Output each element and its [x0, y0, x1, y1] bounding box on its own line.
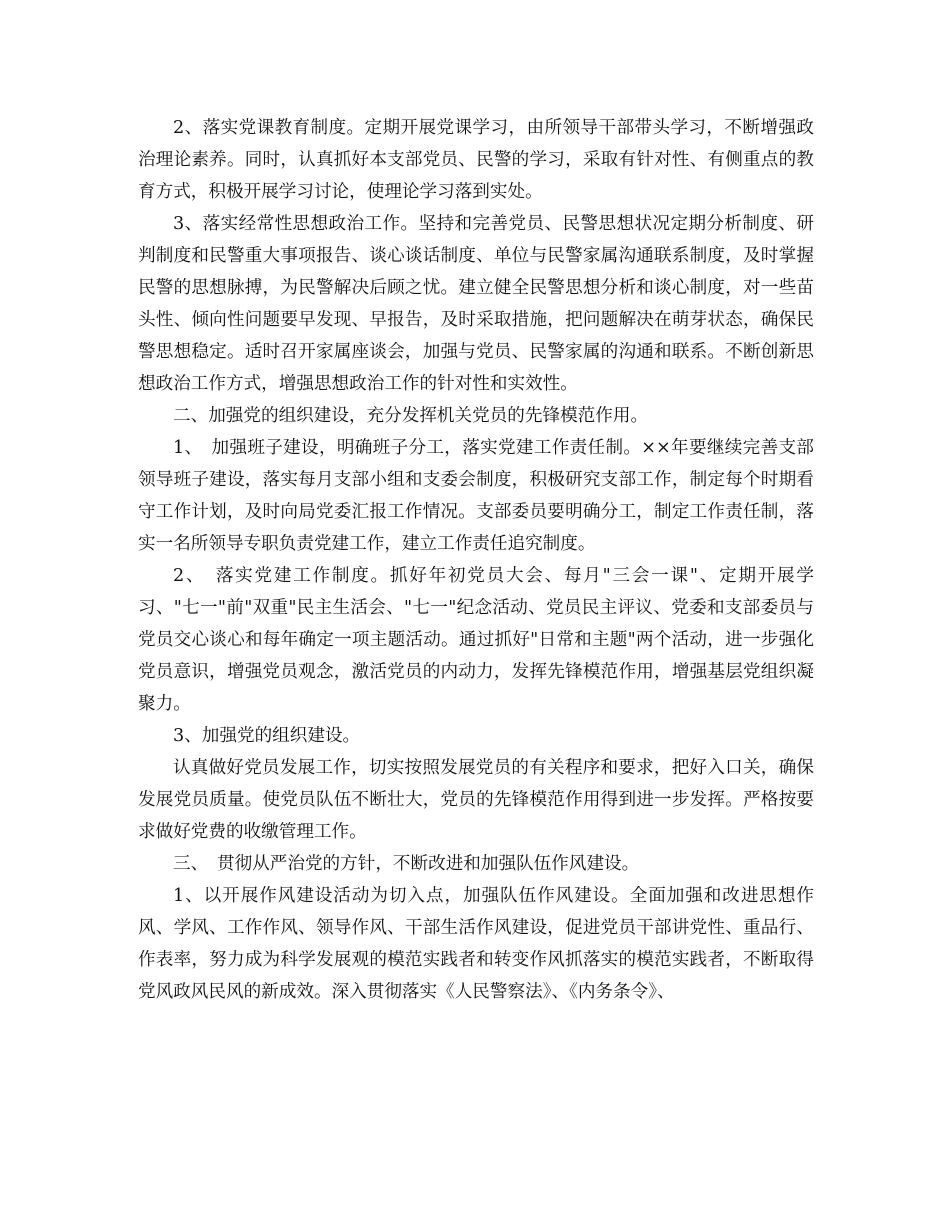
paragraph-ideological-work: 3、落实经常性思想政治工作。坚持和完善党员、民警思想状况定期分析制度、研判制度和民警重大事项报告、谈心谈话制度、单位与民警家属沟通联系制度，及时掌握民警的思想脉搏，为民警解决后顾之忧。建立健全民警思想分析和谈心制度，对一些苗头性、倾向性问题要早发现、早报告，及时采取措施，把问题解决在萌芽状态，确保民警思想稳定。适时召开家属座谈会，加强与党员、民警家属的沟通和联系。不断创新思想政治工作方式，增强思想政治工作的针对性和实效性。 [138, 214, 814, 394]
heading-section-two: 二、加强党的组织建设，充分发挥机关党员的先锋模范作用。 [173, 406, 649, 426]
paragraph-work-style: 1、以开展作风建设活动为切入点，加强队伍作风建设。全面加强和改进思想作风、学风、工作作风、领导作风、干部生活作风建设，促进党员干部讲党性、重品行、作表率，努力成为科学发展观的模范实践者和转变作风抓落实的模范实践者，不断取得党风政风民风的新成效。深入贯彻落实《人民警察法》、《内务条令》、 [138, 886, 814, 1002]
subheading-organization: 3、加强党的组织建设。 [173, 726, 361, 746]
document-body [138, 112, 814, 1008]
paragraph-party-system: 2、 落实党建工作制度。抓好年初党员大会、每月"三会一课"、定期开展学习、"七一"前"双重"民主生活会、"七一"纪念活动、党员民主评议、党委和支部委员与党员交心谈心和每年确定一项主题活动。通过抓好"日常和主题"两个活动，进一步强化党员意识，增强党员观念，激活党员的内动力，发挥先锋模范作用，增强基层党组织凝聚力。 [138, 566, 814, 714]
heading-section-three: 三、 贯彻从严治党的方针，不断改进和加强队伍作风建设。 [173, 854, 640, 874]
paragraph-leadership-building: 1、 加强班子建设，明确班子分工，落实党建工作责任制。××年要继续完善支部领导班子建设，落实每月支部小组和支委会制度，积极研究支部工作，制定每个时期看守工作计划，及时向局党委汇报工作情况。支部委员要明确分工，制定工作责任制，落实一名所领导专职负责党建工作，建立工作责任追究制度。 [138, 438, 814, 554]
paragraph-member-development: 认真做好党员发展工作，切实按照发展党员的有关程序和要求，把好入口关，确保发展党员质量。使党员队伍不断壮大，党员的先锋模范作用得到进一步发挥。严格按要求做好党费的收缴管理工作。 [138, 758, 814, 842]
paragraph-party-course: 2、落实党课教育制度。定期开展党课学习，由所领导干部带头学习，不断增强政治理论素养。同时，认真抓好本支部党员、民警的学习，采取有针对性、有侧重点的教育方式，积极开展学习讨论，使理论学习落到实处。 [138, 118, 814, 202]
